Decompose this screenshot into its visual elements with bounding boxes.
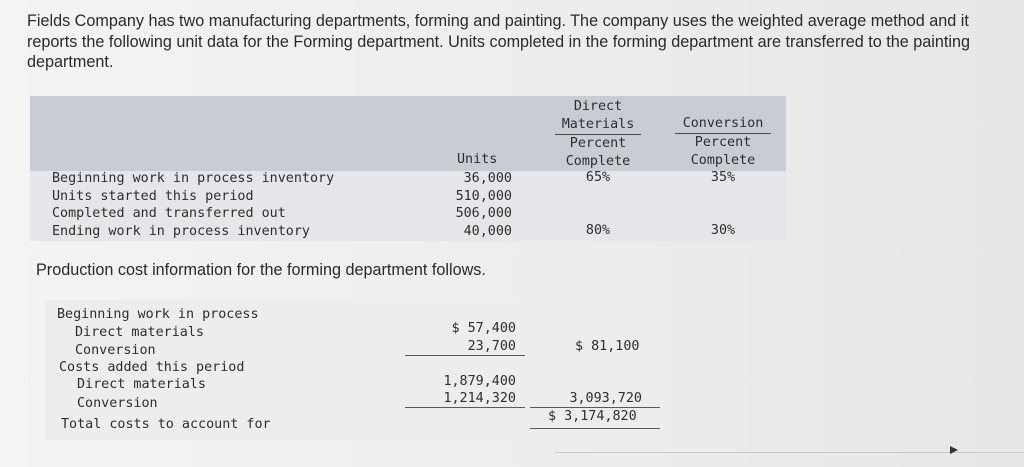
conv-header-line: Percent (694, 135, 752, 150)
cost-label-beg-dm: Direct materials (75, 325, 204, 340)
cost-beg-conv: 23,700 (467, 339, 516, 354)
units-value: 36,000 (463, 171, 512, 186)
conv-pct-end: 30% (710, 223, 736, 238)
cursor-arrow-icon (950, 446, 958, 454)
cost-add-dm: 1,879,400 (443, 374, 516, 389)
cost-label-add-conv: Conversion (77, 396, 158, 411)
cost-label-beg-wip: Beginning work in process (57, 307, 259, 322)
units-header: Units (457, 152, 498, 167)
row-label: Completed and transferred out (52, 206, 286, 222)
units-value: 506,000 (455, 206, 512, 222)
rule-add (405, 407, 525, 408)
conv-header-line: Complete (690, 153, 756, 168)
units-value: 510,000 (455, 188, 512, 204)
dm-header-line: Complete (565, 154, 631, 169)
rule-grand-total (530, 428, 660, 429)
row-label: Ending work in process inventory (52, 224, 310, 240)
cost-label-total: Total costs to account for (61, 417, 271, 432)
section-heading: Production cost information for the forming department follows. (36, 261, 486, 279)
dm-header-line: Materials (561, 117, 635, 132)
cost-add-total: 3,093,720 (569, 391, 642, 406)
rule-beg (405, 355, 525, 356)
cost-beg-dm: $ 57,400 (451, 321, 516, 336)
units-column (432, 170, 512, 241)
dm-header-line: Percent (569, 136, 627, 151)
conv-pct-begin: 35% (710, 170, 736, 185)
cost-add-conv: 1,214,320 (443, 391, 516, 406)
dm-pct-begin: 65% (585, 170, 611, 185)
intro-paragraph: Fields Company has two manufacturing departments, forming and painting. The company uses the weighted average method and it reports the following unit data for the Forming department. Units completed in the forming department are transferred to the painting department. (27, 12, 970, 71)
cost-beg-total: $ 81,100 (575, 339, 640, 354)
rule-add-total (530, 407, 660, 408)
units-value: 40,000 (463, 224, 512, 240)
cost-label-added: Costs added this period (59, 360, 245, 375)
row-labels (52, 170, 334, 241)
row-label: Beginning work in process inventory (52, 171, 335, 186)
cost-label-add-dm: Direct materials (77, 377, 206, 392)
dm-header-line: Direct (573, 99, 623, 114)
conv-header (673, 115, 773, 170)
row-label: Units started this period (52, 188, 254, 204)
conv-header-line: Conversion (682, 116, 764, 131)
cost-grand-total: $ 3,174,820 (548, 409, 637, 424)
dm-header (553, 98, 643, 171)
cost-label-beg-conv: Conversion (75, 343, 156, 358)
dm-pct-end: 80% (585, 223, 611, 238)
